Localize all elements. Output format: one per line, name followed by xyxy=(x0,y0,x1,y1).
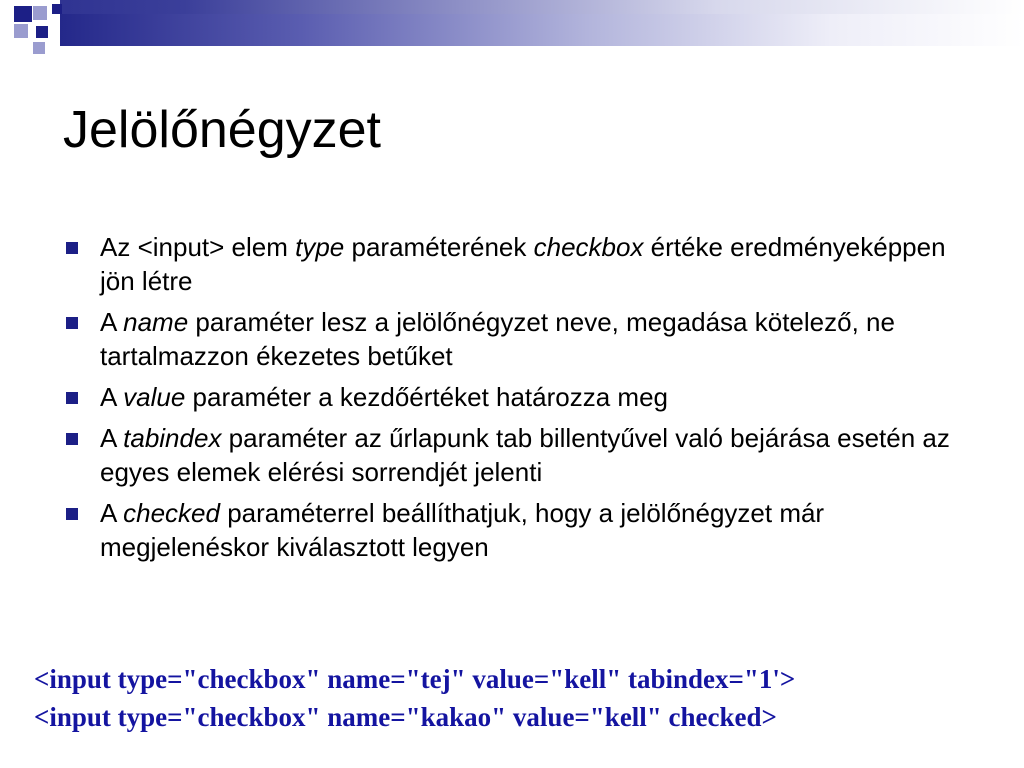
bullet-item xyxy=(62,380,972,414)
bullet-text: paraméterének xyxy=(344,232,534,262)
decor-square xyxy=(52,4,62,14)
bullet-text: paraméterrel beállíthatjuk, hogy a jelölőnégyzet már megjelenéskor kiválasztott legyen xyxy=(100,498,825,562)
bullet-text: paraméter az űrlapunk tab billentyűvel való bejárása esetén az egyes elemek elérési sorrendjét jelenti xyxy=(100,423,950,487)
bullet-item xyxy=(62,421,972,489)
bullet-text: A xyxy=(100,423,124,453)
bullet-item xyxy=(62,305,972,373)
slide-title: Jelölőnégyzet xyxy=(63,101,381,159)
bullet-text: értéke eredményeképpen jön létre xyxy=(100,232,946,296)
bullet-text: A xyxy=(100,382,124,412)
bullet-keyword: checkbox xyxy=(533,232,644,262)
decor-square xyxy=(14,6,32,22)
bullet-item xyxy=(62,230,972,298)
code-line: <input type="checkbox" name="kakao" value="kell" checked> xyxy=(34,702,777,732)
square-bullet-icon xyxy=(66,433,78,445)
bullet-keyword: tabindex xyxy=(123,423,222,453)
bullet-text: Az <input> elem xyxy=(100,232,296,262)
code-line: <input type="checkbox" name="tej" value="kell" tabindex="1'> xyxy=(34,664,796,694)
bullet-text: A xyxy=(100,498,124,528)
bullet-keyword: checked xyxy=(123,498,220,528)
bullet-text: paraméter a kezdőértéket határozza meg xyxy=(185,382,668,412)
bullet-text: A xyxy=(100,307,124,337)
bullet-list xyxy=(62,230,972,571)
header-stripe xyxy=(60,14,1024,46)
square-bullet-icon xyxy=(66,317,78,329)
bullet-keyword: value xyxy=(123,382,186,412)
decor-square xyxy=(33,42,45,54)
bullet-text: paraméter lesz a jelölőnégyzet neve, megadása kötelező, ne tartalmazzon ékezetes betűket xyxy=(100,307,895,371)
decor-square xyxy=(36,26,48,38)
bullet-keyword: type xyxy=(295,232,345,262)
square-bullet-icon xyxy=(66,392,78,404)
bullet-keyword: name xyxy=(123,307,189,337)
code-block xyxy=(34,660,795,736)
square-bullet-icon xyxy=(66,508,78,520)
decor-square xyxy=(33,6,47,20)
decor-square xyxy=(14,24,28,38)
square-bullet-icon xyxy=(66,242,78,254)
bullet-item xyxy=(62,496,972,564)
